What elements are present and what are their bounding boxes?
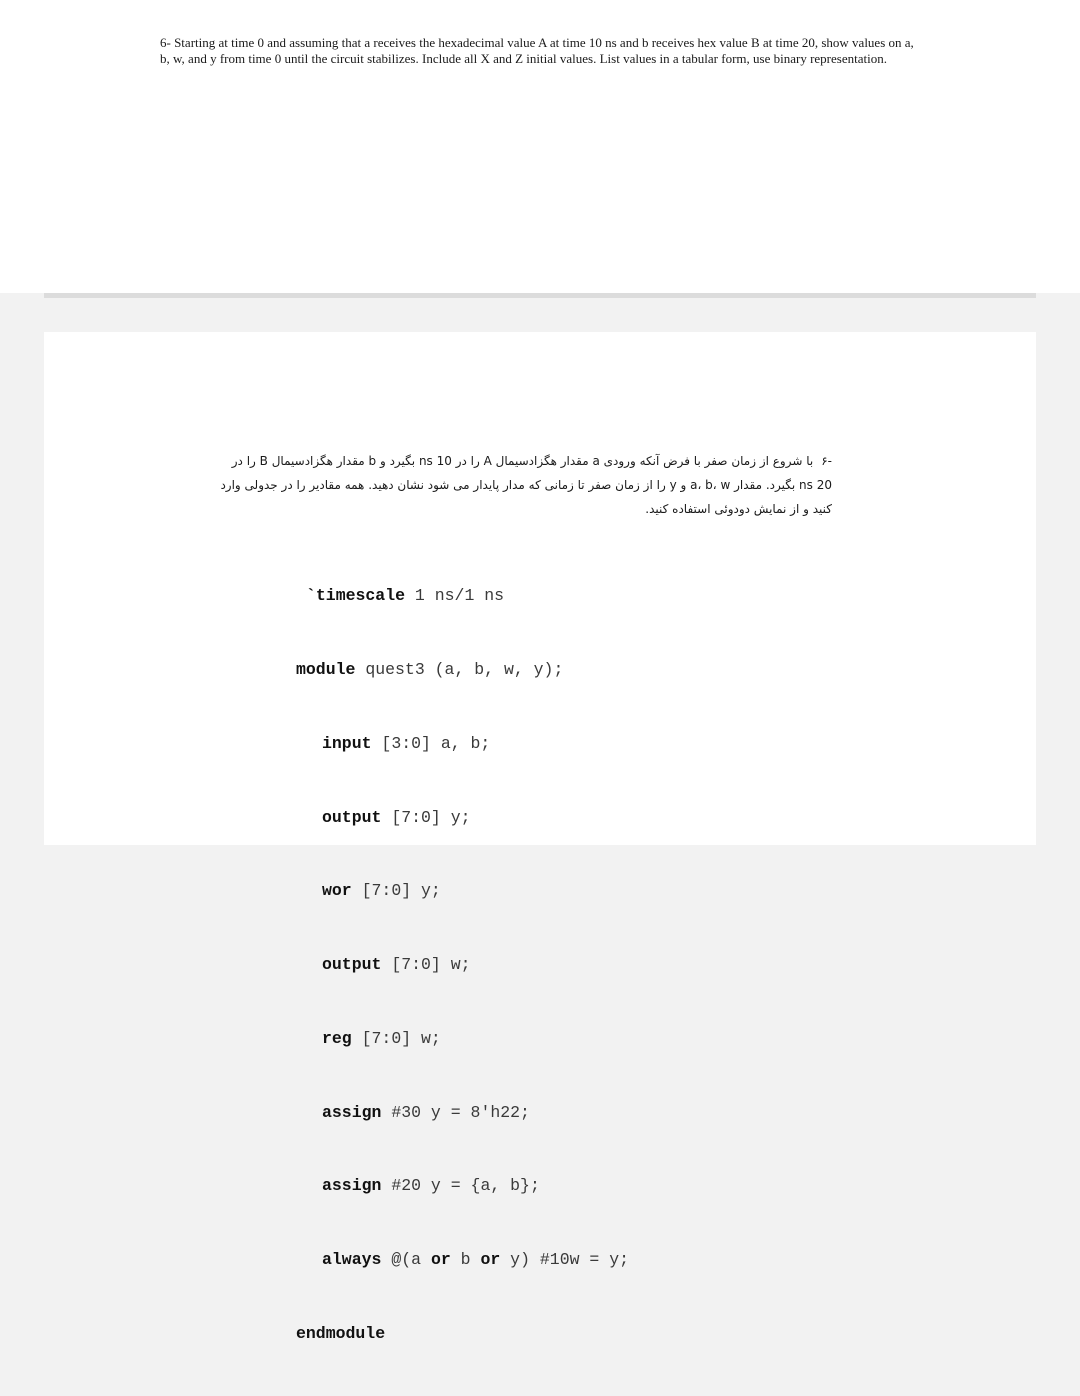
code-line-timescale: `timescale 1 ns/1 ns xyxy=(306,586,505,606)
code-line-output-w: output [7:0] w; xyxy=(322,955,471,975)
code-line-input: input [3:0] a, b; xyxy=(322,733,491,753)
question-persian-line1: -۶با شروع از زمان صفر با فرض آنکه ورودی a مقدار هگزادسیمال A را در 10 ns بگیرد و b مقدار هگزادسیمال B را در xyxy=(231,454,832,468)
code-line-reg: reg [7:0] w; xyxy=(322,1028,441,1048)
code-line-wor: wor [7:0] y; xyxy=(322,881,441,901)
code-line-module: module quest3 (a, b, w, y); xyxy=(296,659,564,679)
page-persian xyxy=(44,332,1036,1343)
page-divider xyxy=(44,293,1036,298)
question-persian-line3: کنید و از نمایش دودوئی استفاده کنید. xyxy=(645,502,832,516)
question-english: 6- Starting at time 0 and assuming that a receives the hexadecimal value A at time 10 ns and b receives hex value B at time 20, show values on a, b, w, and y from time 0 until the circuit stabilizes. Include all X and Z initial values. List values in a tabular form, use binary representation. xyxy=(160,35,914,66)
question-persian xyxy=(156,449,832,521)
question-persian-line2: 20 ns بگیرد. مقدار a، b، w و y را از زمان صفر تا زمانی که مدار پایدار می شود نشان دهید. همه مقادیر را در جدولی وارد xyxy=(220,478,832,492)
code-line-always: always @(a or b or y) #10w = y; xyxy=(322,1250,630,1270)
page-english xyxy=(0,0,1080,293)
code-line-assign-30: assign #30 y = 8'h22; xyxy=(322,1102,530,1122)
verilog-code xyxy=(296,535,629,1396)
question-number: -۶ xyxy=(821,454,832,468)
code-line-endmodule: endmodule xyxy=(296,1324,386,1343)
code-line-output-y: output [7:0] y; xyxy=(322,807,471,827)
code-line-assign-20: assign #20 y = {a, b}; xyxy=(322,1176,540,1196)
